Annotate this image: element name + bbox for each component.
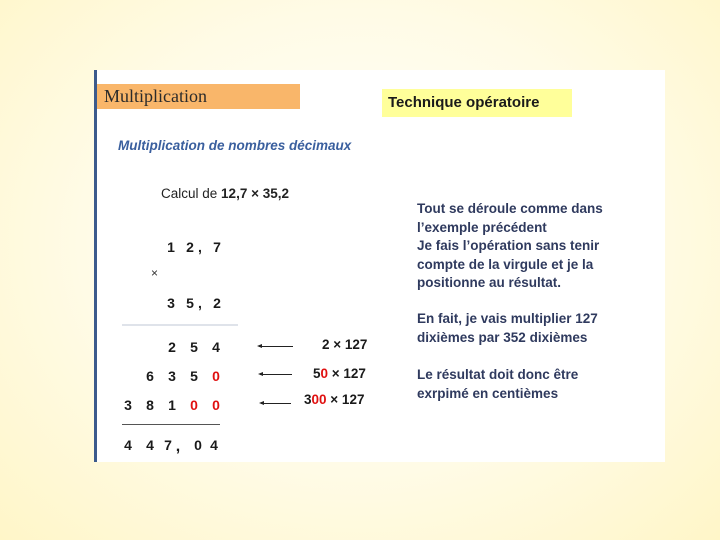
- slide-title: Multiplication: [104, 86, 207, 106]
- partial-digit: 8: [146, 397, 154, 413]
- calc-statement: [161, 186, 289, 201]
- label-digit: 3: [304, 392, 312, 407]
- label-zero: 0: [320, 366, 329, 381]
- text-line: Tout se déroule comme dans: [417, 201, 603, 216]
- text-line: l’exemple précédent: [417, 219, 547, 235]
- text-line: Je fais l’opération sans tenir: [417, 238, 600, 254]
- arrow-left-icon: [260, 374, 292, 375]
- partial-digit: 2: [168, 339, 176, 355]
- text-line: dixièmes par 352 dixièmes: [417, 329, 588, 345]
- result-digit: 4: [124, 437, 132, 453]
- operation-rule: [122, 324, 238, 326]
- result-comma: ,: [175, 438, 181, 455]
- result-digit: 0: [194, 437, 202, 453]
- text-line: exrpimé en centièmes: [417, 385, 559, 401]
- text-line: En fait, je vais multiplier 127: [417, 311, 598, 326]
- result-digit: 4: [210, 437, 218, 453]
- explanation-paragraph-1: [417, 200, 657, 293]
- times-sign: ×: [151, 266, 159, 280]
- slide-left-border: [94, 70, 97, 462]
- explanation-paragraph-3: [417, 366, 657, 403]
- partial-digit: 6: [146, 368, 154, 384]
- multiplicand-digit: 2: [186, 239, 194, 255]
- partial-digit: 3: [168, 368, 176, 384]
- partial-digit-zero: 0: [212, 397, 220, 413]
- text-line: positionne au résultat.: [417, 275, 562, 291]
- multiplier-digit: 2: [213, 295, 221, 311]
- result-digit: 7: [164, 437, 172, 453]
- partial-digit: 5: [190, 368, 198, 384]
- partial-digit-zero: 0: [190, 397, 198, 413]
- label-rest: × 127: [328, 366, 366, 381]
- multiplicand-digit: 7: [213, 239, 221, 255]
- partial-digit: 1: [168, 397, 176, 413]
- result-rule: [122, 424, 220, 425]
- label-digit: 5: [313, 366, 321, 381]
- section-badge-label: Technique opératoire: [388, 94, 540, 111]
- multiplicand-digit: 1: [167, 239, 175, 255]
- partial-label-3: [304, 392, 364, 407]
- calc-prefix: Calcul de: [161, 186, 218, 201]
- multiplier-comma: ,: [198, 295, 202, 311]
- partial-digit-zero: 0: [212, 368, 220, 384]
- partial-label-1: 2 × 127: [322, 337, 368, 352]
- explanation-paragraph-2: [417, 310, 657, 347]
- multiplicand-comma: ,: [198, 239, 202, 255]
- text-line: compte de la virgule et je la: [417, 256, 594, 272]
- calc-expression: 12,7 × 35,2: [221, 186, 289, 201]
- partial-digit: 5: [190, 339, 198, 355]
- label-rest: × 127: [326, 392, 365, 407]
- label-zero: 00: [311, 392, 327, 407]
- arrow-left-icon: [259, 346, 293, 347]
- partial-label-2: [313, 366, 366, 381]
- result-digit: 4: [146, 437, 154, 453]
- partial-digit: 3: [124, 397, 132, 413]
- slide-subtitle: Multiplication de nombres décimaux: [118, 138, 352, 153]
- partial-digit: 4: [212, 339, 220, 355]
- text-line: Le résultat doit donc être: [417, 367, 579, 382]
- arrow-left-icon: [261, 403, 291, 404]
- multiplier-digit: 5: [186, 295, 194, 311]
- multiplier-digit: 3: [167, 295, 175, 311]
